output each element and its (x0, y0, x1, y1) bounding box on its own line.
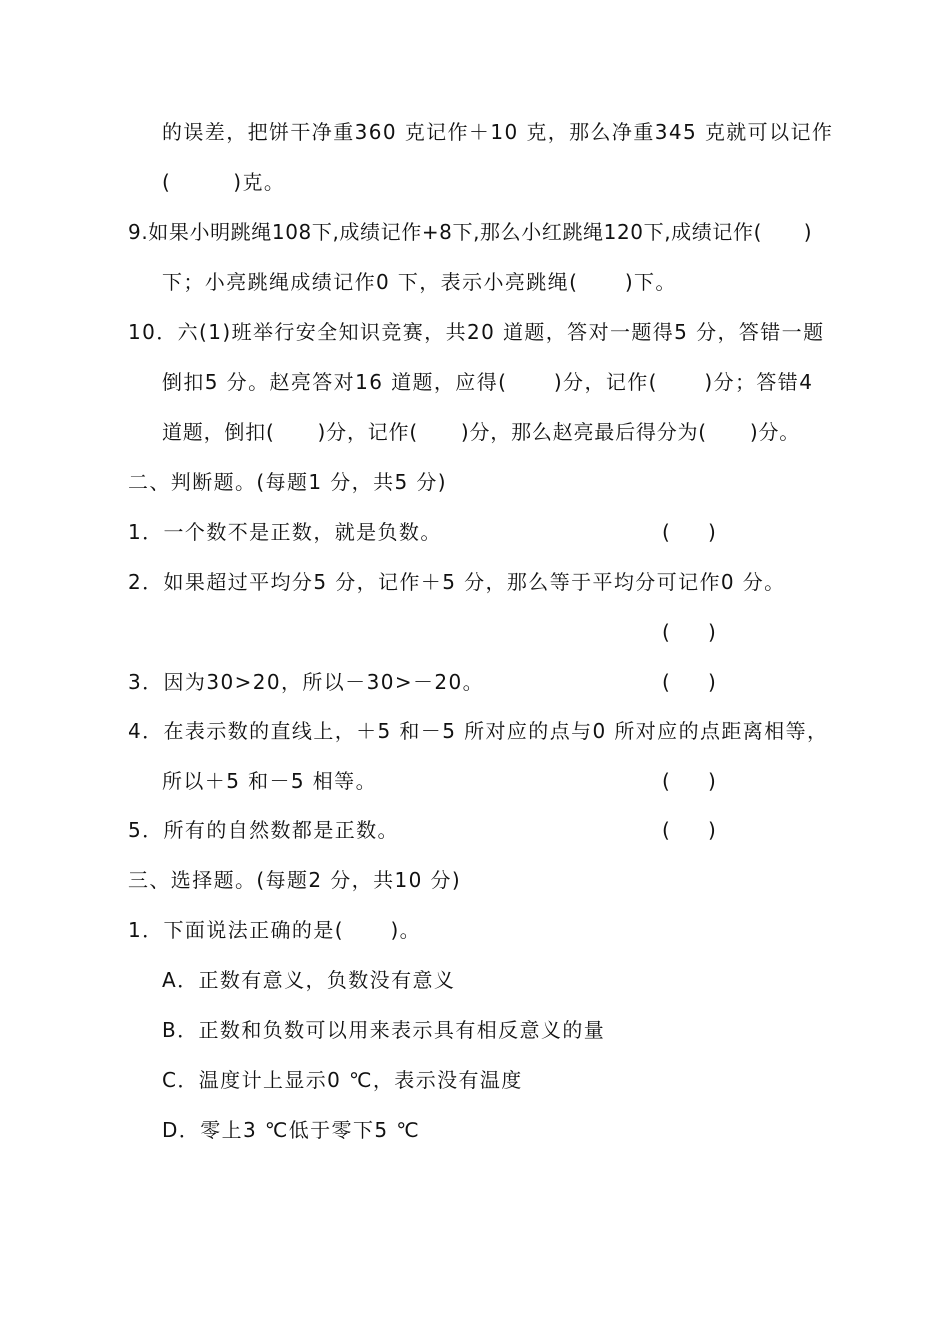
question-8-continuation-line-1: 的误差，把饼干净重360 克记作＋10 克，那么净重345 克就可以记作 (162, 120, 834, 144)
judge-answer-mark-2: ( ) (662, 620, 716, 644)
question-10-line-2: 倒扣5 分。赵亮答对16 道题，应得( )分，记作( )分；答错4 (162, 370, 814, 394)
judge-question-5: 5．所有的自然数都是正数。 (128, 818, 399, 842)
choice-option-a: A．正数有意义，负数没有意义 (162, 968, 456, 992)
question-10-line-1: 10．六(1)班举行安全知识竞赛，共20 道题，答对一题得5 分，答错一题 (128, 320, 825, 344)
judge-answer-mark-1: ( ) (662, 520, 716, 544)
judge-question-4-line-2: 所以＋5 和－5 相等。 (162, 769, 377, 793)
question-10-line-3: 道题，倒扣( )分，记作( )分，那么赵亮最后得分为( )分。 (162, 420, 801, 444)
question-9-line-1: 9.如果小明跳绳108下,成绩记作+8下,那么小红跳绳120下,成绩记作( ) (128, 220, 813, 244)
choice-option-c: C．温度计上显示0 ℃，表示没有温度 (162, 1068, 523, 1092)
judge-answer-mark-3: ( ) (662, 670, 716, 694)
question-8-continuation-line-2: ( )克。 (162, 170, 286, 194)
section-2-heading: 二、判断题。(每题1 分，共5 分) (128, 470, 447, 494)
judge-answer-mark-4: ( ) (662, 769, 716, 793)
choice-option-d: D．零上3 ℃低于零下5 ℃ (162, 1118, 421, 1142)
judge-question-3: 3．因为30>20，所以－30>－20。 (128, 670, 485, 694)
choice-option-b: B．正数和负数可以用来表示具有相反意义的量 (162, 1018, 606, 1042)
question-9-line-2: 下；小亮跳绳成绩记作0 下，表示小亮跳绳( )下。 (162, 270, 677, 294)
judge-question-4-line-1: 4．在表示数的直线上，＋5 和－5 所对应的点与0 所对应的点距离相等， (128, 719, 829, 743)
judge-question-1: 1．一个数不是正数，就是负数。 (128, 520, 442, 544)
section-3-heading: 三、选择题。(每题2 分，共10 分) (128, 868, 462, 892)
choice-question-1: 1．下面说法正确的是( )。 (128, 918, 422, 942)
judge-answer-mark-5: ( ) (662, 818, 716, 842)
judge-question-2: 2．如果超过平均分5 分，记作＋5 分，那么等于平均分可记作0 分。 (128, 570, 786, 594)
